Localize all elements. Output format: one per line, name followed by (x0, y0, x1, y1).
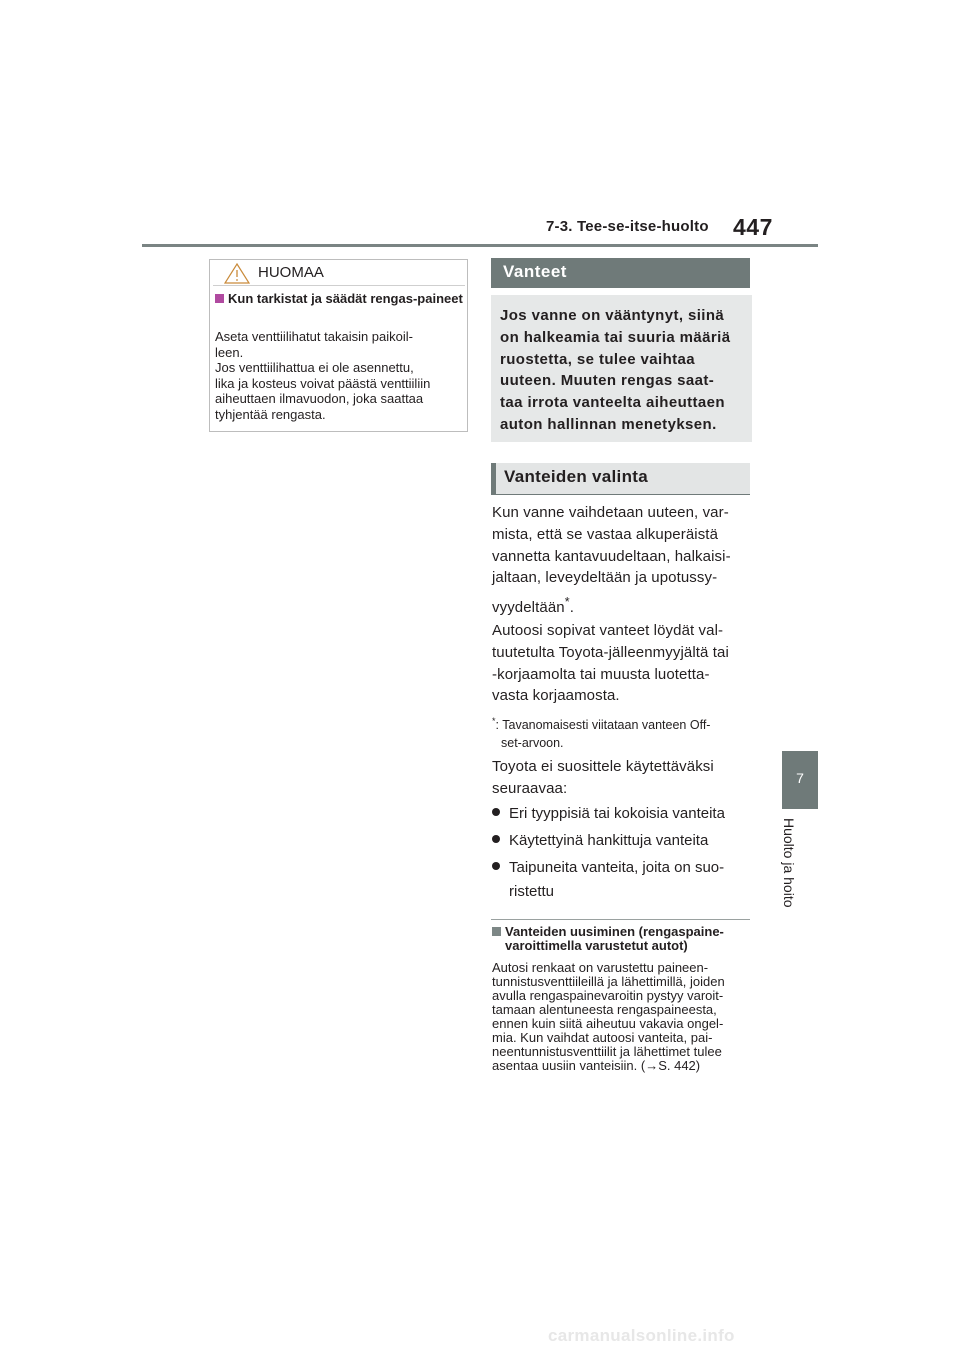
list-item-continuation: ristettu (509, 883, 555, 900)
bullet-dot-icon (492, 835, 500, 843)
bullet-dot-icon (492, 808, 500, 816)
notice-title: HUOMAA (258, 264, 324, 281)
info-body (492, 961, 752, 1073)
paragraph-line (492, 592, 752, 619)
info-line: Autosi renkaat on varustettu paineen- (492, 960, 709, 975)
paragraph-line: vasta korjaamosta. (492, 687, 620, 705)
notice-subheading (215, 292, 463, 306)
paragraph (492, 756, 752, 800)
info-subheading (492, 925, 752, 953)
paragraph-line: vannetta kantavuudeltaan, halkaisi- (492, 547, 731, 565)
subsection-heading-underline (491, 494, 750, 495)
info-subheading-text: Vanteiden uusiminen (rengaspaine- (505, 924, 724, 939)
footnote-text: : Tavanomaisesti viitataan vanteen Off- (495, 718, 711, 733)
warning-triangle-icon (224, 262, 250, 284)
page-number: 447 (733, 214, 773, 240)
warning-line: uuteen. Muuten rengas saat- (500, 372, 715, 390)
notice-line: leen. (215, 344, 244, 360)
footnote-marker: * (564, 595, 570, 610)
paragraph-line: seuraavaa: (492, 779, 568, 797)
paragraph-line: jaltaan, leveydeltään ja upotussy- (492, 569, 718, 587)
warning-line: Jos vanne on vääntynyt, siinä (500, 307, 725, 324)
paragraph-line: Toyota ei suosittele käytettäväksi (492, 758, 714, 775)
info-line (492, 1059, 752, 1073)
paragraph-line: -korjaamolta tai muusta luotetta- (492, 665, 710, 683)
subsection-heading: Vanteiden valinta (504, 467, 648, 486)
info-line: avulla rengaspainevaroitin pystyy varoit- (492, 988, 724, 1003)
warning-line: taa irrota vanteelta aiheuttaen (500, 394, 725, 412)
warning-line: on halkeamia tai suuria määriä (500, 328, 731, 346)
info-line: tamaan alentuneesta rengaspaineesta, (492, 1002, 717, 1017)
warning-line: auton hallinnan menetyksen. (500, 415, 717, 433)
subsection-heading-accent (491, 463, 496, 495)
square-bullet-icon (492, 927, 501, 936)
notice-line: aiheuttaen ilmavuodon, joka saattaa (215, 391, 424, 406)
info-line: mia. Kun vaihdat autoosi vanteita, pai- (492, 1030, 713, 1045)
notice-line: lika ja kosteus voivat päästä venttiiliin (215, 375, 431, 391)
list-item-text: Eri tyyppisiä tai kokoisia vanteita (509, 805, 725, 822)
section-divider (491, 919, 750, 920)
paragraph (492, 502, 752, 619)
section-heading: Vanteet (503, 262, 567, 281)
notice-body (215, 329, 463, 422)
info-line: ennen kuin siitä aiheutuu vakavia ongel- (492, 1016, 724, 1031)
notice-line: tyhjentää rengasta. (215, 406, 326, 422)
footnote (492, 712, 752, 752)
warning-line: ruostetta, se tulee vaihtaa (500, 350, 696, 368)
list-item (492, 856, 752, 904)
footnote-line (492, 712, 752, 734)
notice-line: Jos venttiilihattua ei ole asennettu, (215, 360, 414, 375)
paragraph-line: Autoosi sopivat vanteet löydät val- (492, 622, 724, 639)
page-reference-arrow-icon: → (645, 1058, 659, 1073)
paragraph-line-end: . (569, 599, 574, 617)
info-subheading-text: varoittimella varustetut autot) (505, 938, 688, 953)
list-item-text: Käytettyinä hankittuja vanteita (509, 832, 709, 849)
notice-divider (213, 285, 465, 286)
info-line: tunnistusventtiileillä ja lähettimillä, joiden (492, 974, 725, 989)
watermark: carmanualsonline.info (548, 1326, 735, 1345)
info-line-text: asentaa uusiin vanteisiin. ( (492, 1058, 646, 1073)
notice-line: Aseta venttiilihatut takaisin paikoil- (215, 329, 413, 344)
paragraph-line: tuutetulta Toyota-jälleenmyyjältä tai (492, 643, 729, 661)
paragraph (492, 620, 752, 707)
info-line: neentunnistusventtiilit ja lähettimet tulee (492, 1044, 722, 1059)
notice-subheading-text: Kun tarkistat ja säädät rengas-paineet (228, 291, 463, 306)
list-item (492, 829, 752, 853)
chapter-label: Huolto ja hoito (781, 818, 797, 908)
bullet-dot-icon (492, 862, 500, 870)
list-item-text: Taipuneita vanteita, joita on suo- (509, 859, 725, 876)
list-item (492, 802, 752, 826)
page-reference-link[interactable]: S. 442) (658, 1058, 701, 1073)
chapter-number: 7 (796, 770, 804, 786)
section-title: 7-3. Tee-se-itse-huolto (546, 218, 709, 235)
paragraph-line: mista, että se vastaa alkuperäistä (492, 525, 719, 543)
paragraph-line-text: vyydeltään (492, 599, 565, 617)
footnote-marker: * (492, 716, 496, 726)
paragraph-line: Kun vanne vaihdetaan uuteen, var- (492, 504, 729, 521)
footnote-line: set-arvoon. (501, 736, 564, 751)
header-rule (142, 244, 818, 247)
warning-text (500, 305, 745, 436)
square-bullet-icon (215, 294, 224, 303)
